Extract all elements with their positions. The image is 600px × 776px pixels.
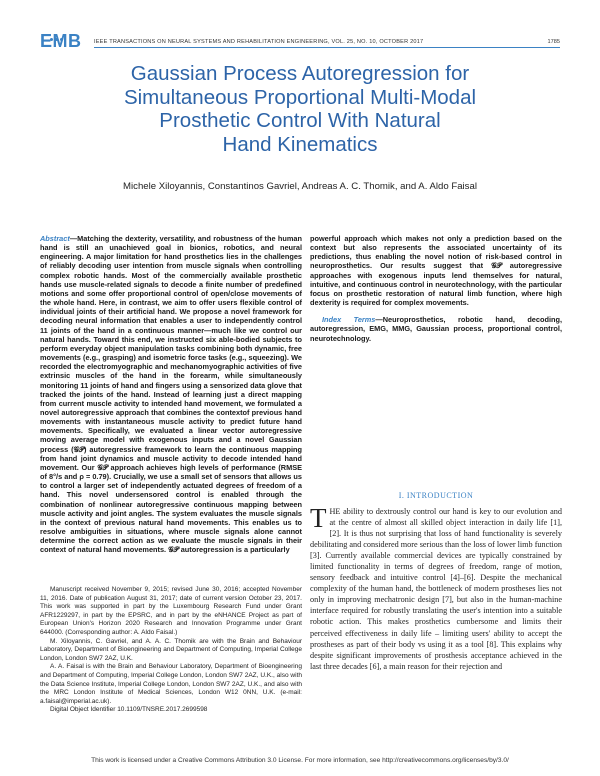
index-terms-label: Index Terms [322,315,376,325]
index-terms [310,315,562,342]
title-line: Simultaneous Proportional Multi-Modal [123,85,477,109]
abstract-column [40,234,302,554]
footnote-doi: Digital Object Identifier 10.1109/TNSRE.2017.2699598 [50,706,208,714]
abstract-continued: powerful approach which makes not only a prediction based on the context but also represents the associated uncertainty of its predictions, thus enabling the novel notion of risk-based control in neuroprosthetics. Our results suggest that 𝒢𝒫 autoregressive approaches with exogenous inputs lend themselves for natural, intuitive, and continuous control in neurotechnology, with the particular focus on prosthetic restoration of natural limb function, where high dexterity is required for complex movements. [310,234,562,308]
title-line: Hand Kinematics [222,132,378,156]
footnotes [40,586,302,715]
footnote: A. A. Faisal is with the Brain and Behaviour Laboratory, Department of Bioengineering and Department of Computing, Imperial College London, London SW7 2AZ, U.K., also with the Data Science Institute, Imperial College London, London SW7 2AZ, U.K., and also with the MRC London Institute of Medical Sciences, London W12 0NN, U.K. (e-mail: a.faisal@imperial.ac.uk). [40,663,302,705]
page-number: 1785 [547,39,560,45]
license-notice: This work is licensed under a Creative Commons Attribution 3.0 License. For more information, see http://creativecommons.org/licenses/by/3.0/ [91,757,509,764]
paper-title [60,62,540,156]
logo-text: EMB [40,31,82,51]
title-line: Prosthetic Control With Natural [159,109,441,132]
intro-body: HE ability to dextrously control our hand is key to our evolution and at the centre of almost all skilled object interaction in daily life [1], [2]. It is thus not surprising that loss of hand functionality is severely debilitating and considered more serious than the loss of lower limb function [3]. Currently available commercial devices are typically constrained by limited functionality in terms of degrees of freedom, range of motion, sensory feedback and intuitive control [4]–[6]. Despite the mechanical complexity of the human hand, the bottleneck of modern prostheses lies not only in improving mechatronic design [7], but also in the human-machine interface required for robustly translating the user's intention into a suitable robotic action. This makes prosthetics cumbersome and limits their perceived effectiveness in daily life – limiting users' ability to accept the prostheses as part of their body vs using it as a tool [8]. This explains why despite significant improvements of prosthesis acceptance achieved in the last three decades [6], a main reason for their rejection and [310,507,562,671]
introduction-text [310,503,562,672]
right-column [310,234,562,343]
index-terms-text: —Neuroprosthetics, robotic hand, decoding, autoregression, EMG, MMG, Gaussian process, proportional control, neurotechnology. [310,315,563,343]
title-line: Gaussian Process Autoregression for [130,62,470,85]
section-heading: I. INTRODUCTION [398,491,474,500]
page-header [40,28,560,52]
header-rule [94,47,560,48]
emb-logo [40,28,90,52]
footnote: Manuscript received November 9, 2015; revised June 30, 2016; accepted November 11, 2016. Date of publication August 31, 2017; date of current version October 23, 2017. This work was supported in part by the Luxembourg Research Fund under Grant AFR1229297, in part by the EPSRC, and in part by the eNHANCE Project as part of European Union's Horizon 2020 Research and Innovation Programme under Grant 644000. (Corresponding author: A. Aldo Faisal.) [40,586,302,636]
journal-name: IEEE TRANSACTIONS ON NEURAL SYSTEMS AND REHABILITATION ENGINEERING, VOL. 25, NO. 10, OCTOBER 2017 [94,39,424,45]
abstract [40,234,302,554]
abstract-label: Abstract [40,234,70,243]
footnote: M. Xiloyannis, C. Gavriel, and A. A. C. Thomik are with the Brain and Behaviour Laboratory, Department of Bioengineering and Department of Computing, Imperial College London, London SW7 2AZ, U.K. [40,637,302,662]
abstract-text: —Matching the dexterity, versatility, and robustness of the human hand is still an unachieved goal in bionics, robotics, and neural engineering. A major limitation for hand prosthetics lies in the challenges of reliably decoding user intention from muscle signals when controlling complex robotic hands. Most of the commercially available prosthetic hands use muscle-related signals to decode a finite number of predefined motions and some offer proportional control of open/close movements of the whole hand. Here, in contrast, we aim to offer users flexible control of individual joints of their artificial hand. We propose a novel framework for decoding neural information that enables a user to independently control 11 joints of the hand in a continuous manner—much like we control our natural hands. Toward this end, we instructed six able-bodied subjects to perform everyday object manipulation tasks combining both dynamic, free movements (e.g., grasping) and isometric force tasks (e.g., squeezing). We recorded the electromyographic and mechanomyographic activities of five extrinsic muscles of the hand in the forearm, while simultaneously monitoring 11 joints of hand and fingers using a sensorized data glove that tracked the joints of the hand. Instead of learning just a direct mapping from current muscle activity to intended hand movement, we formulated a novel autoregressive approach that combines the contextof previous hand movements with instantaneous muscle activity to predict future hand movements. Specifically, we evaluated a linear vector autoregressive moving average model with exogenous inputs and a novel Gaussian process (𝒢𝒫) autoregressive framework to learn the continuous mapping from hand joint dynamics and muscle activity to decode intended hand movement. Our 𝒢𝒫 approach achieves high levels of performance (RMSE of 8°/s and ρ = 0.79). Crucially, we use a small set of sensors that allows us to control a larger set of independently actuated degrees of freedom of a hand. This novel undersensored control is enabled through the combination of nonlinear autoregressive continuous mapping between muscle activity and joint angles. The system evaluates the muscle signals in the context of previous natural hand movements. This enables us to resolve ambiguities in situations, where muscle signals alone cannot determine the correct action as we evaluate the muscle signals in their context of natural hand movements. 𝒢𝒫 autoregression is a particularly [40,234,302,555]
author-list: Michele Xiloyannis, Constantinos Gavriel, Andreas A. C. Thomik, and A. Aldo Faisal [123,181,477,192]
drop-cap: T [310,503,327,533]
